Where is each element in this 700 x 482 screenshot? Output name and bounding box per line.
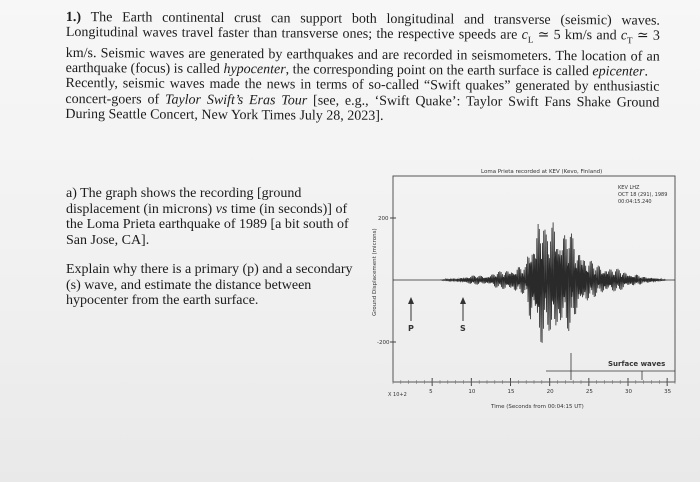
- surface-waves-label: Surface waves: [608, 360, 666, 368]
- intro-text: The Earth continental crust can support both longitudinal and transverse (seismic) waves. Longitudinal waves travel faster than transverse ones; the respective speeds are: [65, 10, 660, 44]
- cl-symbol: c: [521, 28, 528, 44]
- x-tick-label-10: 10: [468, 389, 476, 395]
- ct-subscript: T: [627, 35, 633, 46]
- s-wave-label: S: [460, 324, 466, 333]
- y-axis-label: Ground Displacement (microns): [372, 228, 378, 316]
- vs-term: vs: [215, 201, 228, 217]
- problem-intro: [66, 10, 660, 80]
- part-a-question: [66, 186, 366, 248]
- problem-recent: [65, 76, 659, 126]
- eras-tour-term: Taylor Swift’s Eras Tour: [164, 92, 308, 109]
- cl-subscript: L: [527, 35, 534, 46]
- recent-text-2: [see, e.g., ‘Swift Quake’: Taylor Swift Fans Shake Ground During Seattle Concert, New York Times July 28, 2023].: [65, 93, 660, 125]
- chart-title: Loma Prieta recorded at KEV (Kevo, Finland): [481, 169, 603, 175]
- epicenter-term: epicenter: [592, 64, 645, 80]
- x-tick-label-15: 15: [507, 389, 515, 395]
- seismogram-chart: [366, 166, 700, 416]
- s-arrow: [460, 297, 466, 321]
- x-tick-label-30: 30: [625, 389, 632, 395]
- x-tick-label-25: 25: [585, 389, 593, 395]
- station-line-3: 00:04:15.240: [618, 199, 652, 205]
- p-arrow: [408, 297, 414, 321]
- x-tick-label-20: 20: [546, 389, 554, 395]
- seismogram-trace: [393, 222, 675, 343]
- problem-number: 1.): [65, 10, 82, 26]
- x-axis-label: Time (Seconds from 00:04:15 UT): [491, 404, 584, 410]
- station-line-1: KEV LHZ: [618, 185, 640, 191]
- y-tick-label-200: 200: [378, 216, 389, 222]
- station-line-2: OCT 18 (291), 1989: [618, 192, 668, 198]
- hypocenter-term: hypocenter: [223, 61, 286, 78]
- ct-symbol: c: [620, 28, 628, 44]
- part-a-text-2: time (in seconds)] of the Loma Prieta earthquake of 1989 [a bit south of San Jose, CA].: [66, 201, 349, 248]
- part-a: [66, 186, 366, 323]
- recent-text: Recently, seismic waves made the news in terms of so-called “Swift quakes” generated by enthusiastic concert-goers of: [65, 76, 660, 108]
- p-wave-label: P: [408, 324, 414, 333]
- ct-value: ≃ 3 km/s. Seismic waves are generated by earthquakes and are recorded in seismometers. The location of an earthquake (focus) is called: [65, 28, 660, 77]
- x-tick-label-35: 35: [664, 389, 672, 395]
- x-ticks: [393, 378, 675, 395]
- x-tick-label-5: 5: [429, 389, 433, 395]
- y-tick-label-neg200: -200: [377, 340, 390, 346]
- intro-text-2: , the corresponding point on the earth surface is called: [285, 62, 593, 80]
- intro-text-3: .: [644, 64, 649, 80]
- part-a-task: Explain why there is a primary (p) and a secondary (s) wave, and estimate the distance between hypocenter from the earth surface.: [66, 262, 353, 308]
- problem-statement: [65, 10, 660, 126]
- cl-value: ≃ 5 km/s and: [533, 28, 621, 44]
- part-a-text: a) The graph shows the recording [ground displacement (in microns): [66, 186, 302, 217]
- x-scale-note: X 10+2: [388, 392, 407, 398]
- seismogram-figure: [366, 166, 700, 416]
